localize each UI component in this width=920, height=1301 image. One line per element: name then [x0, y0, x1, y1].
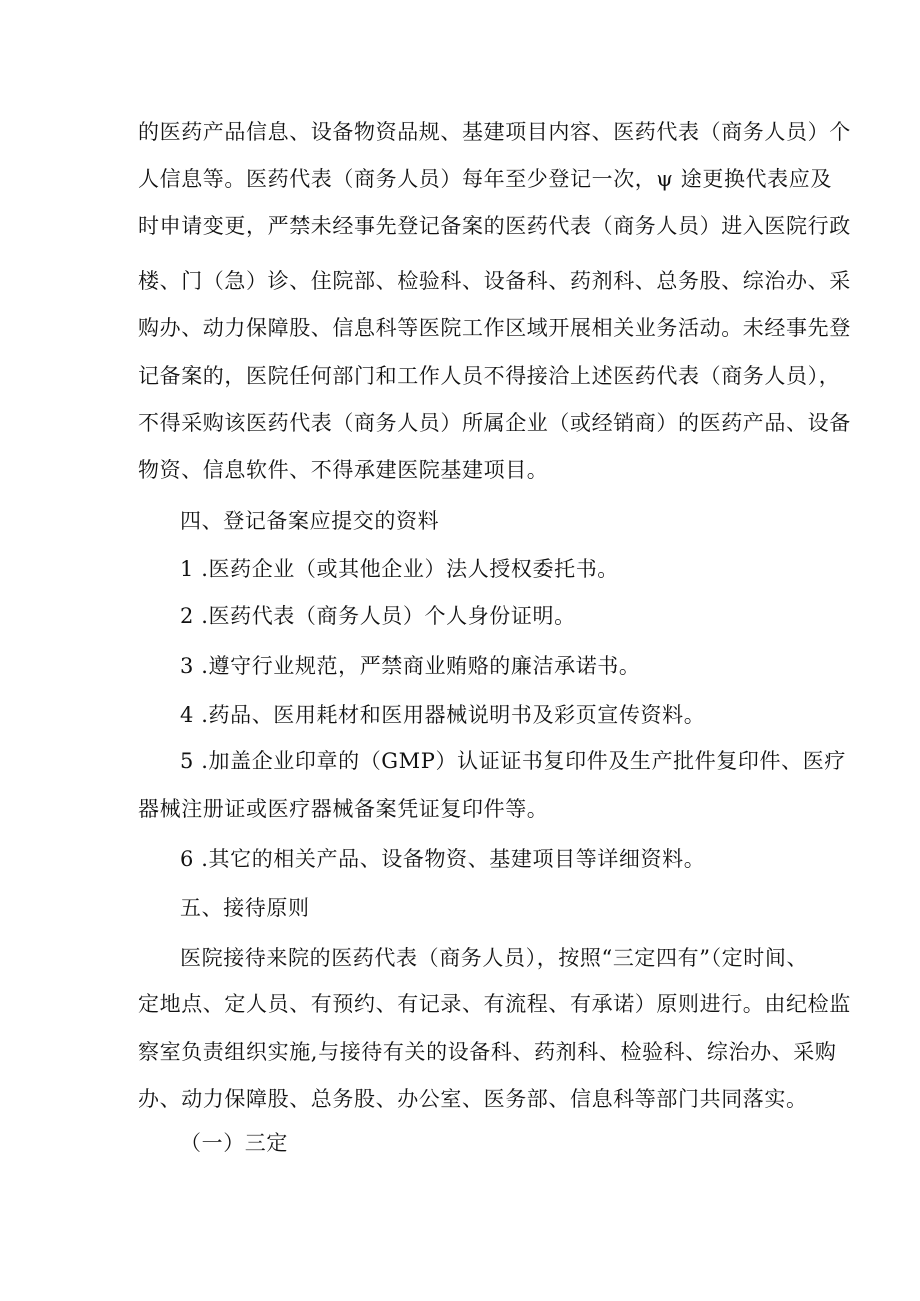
subsection-1-title: （一）三定	[180, 1131, 288, 1155]
section-5-title: 五、接待原则	[180, 896, 310, 920]
list-item: 6 .其它的相关产品、设备物资、基建项目等详细资料。	[180, 847, 706, 871]
paragraph-1-line-6: 记备案的，医院任何部门和工作人员不得接洽上述医药代表（商务人员），	[138, 364, 841, 388]
paragraph-1-line-2: 人信息等。医药代表（商务人员）每年至少登记一次，ψ 途更换代表应及	[138, 167, 832, 191]
list-item: 3 .遵守行业规范，严禁商业贿赂的廉洁承诺书。	[180, 654, 641, 678]
list-item: 2 .医药代表（商务人员）个人身份证明。	[180, 604, 576, 628]
paragraph-1-line-1: 的医药产品信息、设备物资品规、基建项目内容、医药代表（商务人员）个	[138, 120, 851, 144]
paragraph-1-line-3: 时申请变更，严禁未经事先登记备案的医药代表（商务人员）进入医院行政	[138, 214, 851, 238]
list-item: 5 .加盖企业印章的（GMP）认证证书复印件及生产批件复印件、医疗	[180, 749, 846, 773]
paragraph-2-line-4: 办、动力保障股、总务股、办公室、医务部、信息科等部门共同落实。	[138, 1087, 808, 1111]
list-item: 1 .医药企业（或其他企业）法人授权委托书。	[180, 557, 619, 581]
list-item: 4 .药品、医用耗材和医用器械说明书及彩页宣传资料。	[180, 703, 706, 727]
paragraph-2-line-1: 医院接待来院的医药代表（商务人员），按照“三定四有”（定时间、	[180, 946, 809, 970]
section-4-title: 四、登记备案应提交的资料	[180, 509, 440, 533]
paragraph-1-line-4: 楼、门（急）诊、住院部、检验科、设备科、药剂科、总务股、综治办、采	[138, 269, 851, 293]
paragraph-2-line-2: 定地点、定人员、有预约、有记录、有流程、有承诺）原则进行。由纪检监	[138, 992, 851, 1016]
paragraph-2-line-3: 察室负责组织实施,与接待有关的设备科、药剂科、检验科、综治办、采购	[138, 1040, 837, 1064]
paragraph-1-line-7: 不得采购该医药代表（商务人员）所属企业（或经销商）的医药产品、设备	[138, 411, 851, 435]
list-item-continuation: 器械注册证或医疗器械备案凭证复印件等。	[138, 797, 549, 821]
paragraph-1-line-8: 物资、信息软件、不得承建医院基建项目。	[138, 458, 549, 482]
paragraph-1-line-5: 购办、动力保障股、信息科等医院工作区域开展相关业务活动。未经事先登	[138, 316, 851, 340]
